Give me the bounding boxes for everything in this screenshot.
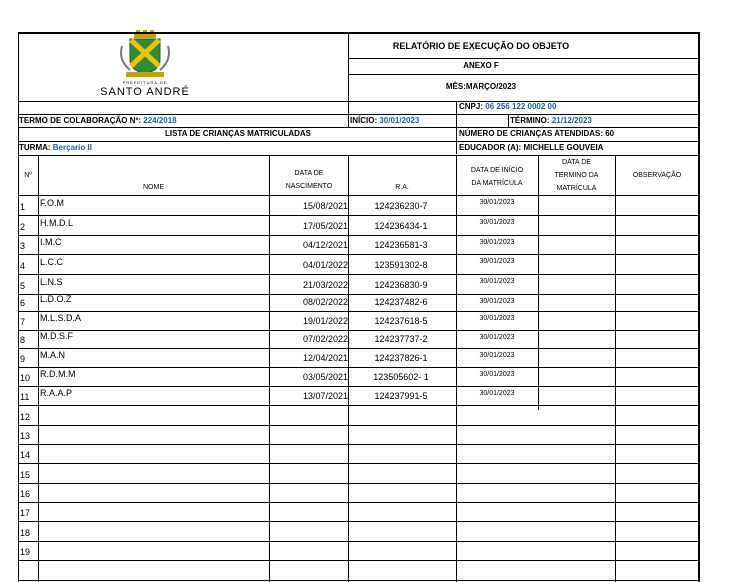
cnpj-label: CNPJ:: [459, 102, 484, 111]
start-value: 30/01/2023: [379, 116, 420, 125]
cnpj-field: [459, 103, 556, 111]
enrollment-start: 30/01/2023: [479, 298, 515, 305]
table-row: [18, 444, 699, 463]
table-row: [18, 195, 699, 215]
table-row: [18, 348, 699, 367]
student-ra: 123505602- 1: [373, 372, 429, 382]
start-label: INÍCIO:: [350, 116, 378, 125]
birth-date: 04/12/2021: [302, 240, 348, 250]
student-ra: 124236434-1: [374, 221, 428, 231]
table-row: [18, 541, 699, 560]
student-name: F.O.M: [40, 198, 64, 208]
city-logo: [100, 30, 190, 98]
end-label: TÉRMINO:: [510, 116, 550, 125]
enrollment-start: 30/01/2023: [479, 278, 515, 285]
row-number: 10: [20, 373, 31, 383]
birth-date: 19/01/2022: [302, 316, 348, 326]
row-number: 16: [20, 489, 31, 499]
student-name: R.D.M.M: [40, 369, 76, 379]
grid-line: [348, 74, 698, 75]
row-number: 11: [20, 392, 30, 402]
grid-line: [18, 155, 699, 156]
student-ra: 124237737-2: [374, 334, 428, 344]
row-number: 6: [20, 298, 26, 308]
student-name: L.C.C: [40, 257, 64, 267]
table-row: [18, 274, 699, 294]
table-row: [18, 463, 699, 483]
cnpj-value: 06 256 122 0002 00: [485, 102, 557, 111]
row-number: 4: [20, 261, 26, 271]
col-obs-header: OBSERVAÇÃO: [632, 172, 682, 179]
term-label: TERMO DE COLABORAÇÃO Nº:: [19, 116, 142, 125]
grid-line: [18, 580, 699, 581]
student-name: R.A.A.P: [40, 388, 73, 398]
enrollment-start: 30/01/2023: [479, 371, 515, 378]
student-ra: 124237618-5: [374, 316, 428, 326]
enrollment-start: 30/01/2023: [479, 315, 515, 322]
row-number: 2: [20, 222, 26, 232]
grid-line: [508, 114, 509, 128]
row-number: 12: [20, 412, 31, 422]
student-ra: 124236830-9: [374, 280, 428, 290]
student-ra: 124236230-7: [374, 201, 428, 211]
row-number: 8: [20, 335, 26, 345]
enrollment-start: 30/01/2023: [479, 352, 515, 359]
table-row: [18, 425, 699, 444]
row-number: 19: [20, 547, 31, 557]
table-row: [18, 483, 699, 502]
row-number: 1: [20, 202, 26, 212]
grid-line: [18, 560, 699, 561]
grid-line: [348, 58, 698, 59]
logo-city-name: SANTO ANDRÉ: [100, 86, 190, 98]
student-name: L.N.S: [40, 277, 63, 287]
row-number: 18: [20, 528, 31, 538]
col-end-header-1: DATA DE: [562, 159, 591, 166]
col-end-header-2: TERMINO DA: [554, 172, 599, 179]
col-birth-header-2: NASCIMENTO: [285, 183, 333, 190]
grid-line: [348, 114, 349, 128]
table-row: [18, 330, 699, 348]
table-row: [18, 405, 699, 425]
table-row: [18, 215, 699, 235]
enrollment-start: 30/01/2023: [479, 239, 515, 246]
student-ra: 124236581-3: [374, 240, 428, 250]
col-birth-header-1: DATA DE: [294, 170, 324, 177]
grid-line: [18, 114, 699, 115]
grid-line: [18, 101, 699, 102]
children-served: NÚMERO DE CRIANÇAS ATENDIDAS: 60: [459, 129, 615, 138]
class-field: [19, 144, 92, 152]
table-row: [18, 311, 699, 330]
class-label: TURMA:: [19, 143, 51, 152]
class-value: Berçario II: [52, 143, 92, 152]
annex-label: ANEXO F: [463, 61, 499, 70]
enrollment-start: 30/01/2023: [479, 199, 515, 206]
row-number: 15: [20, 470, 31, 480]
table-row: [18, 502, 699, 521]
end-field: [510, 117, 592, 125]
enrollment-start: 30/01/2023: [479, 390, 515, 397]
student-name: L.D.O.Z: [40, 294, 72, 304]
table-row: [18, 294, 699, 311]
row-number: 5: [20, 281, 26, 291]
col-end-header-3: MATRÍCULA: [556, 185, 597, 192]
coat-of-arms-icon: [100, 30, 190, 80]
student-name: M.A.N: [40, 350, 66, 360]
row-number: 17: [20, 508, 31, 518]
col-num-header: Nº: [24, 172, 32, 179]
student-ra: 124237826-1: [374, 353, 428, 363]
birth-date: 13/07/2021: [302, 391, 348, 401]
table-row: [18, 521, 699, 541]
col-ra-header: R.A.: [395, 184, 409, 191]
row-number: 3: [20, 241, 26, 251]
enrollment-start: 30/01/2023: [479, 334, 515, 341]
logo-subtitle: PREFEITURA DE: [122, 80, 168, 85]
birth-date: 15/08/2021: [302, 201, 348, 211]
educator-label: EDUCADOR (A): MICHELLE GOUVEIA: [459, 143, 604, 152]
term-field: [19, 117, 177, 125]
student-ra: 123591302-8: [374, 260, 428, 270]
grid-line: [18, 32, 699, 34]
grid-line: [18, 141, 699, 142]
row-number: 14: [20, 450, 31, 460]
student-name: M.L.S.D.A: [40, 313, 82, 323]
table-row: [18, 254, 699, 274]
col-start-header-1: DATA DE INÍCIO: [470, 167, 524, 174]
col-start-header-2: DA MATRÍCULA: [471, 180, 523, 187]
end-value: 21/12/2023: [551, 116, 592, 125]
table-row: [18, 235, 699, 254]
birth-date: 04/01/2022: [302, 260, 348, 270]
student-name: H.M.D.L: [40, 218, 74, 228]
birth-date: 12/04/2021: [302, 353, 348, 363]
term-value: 224/2018: [143, 116, 177, 125]
table-row: [18, 386, 699, 405]
birth-date: 03/05/2021: [302, 372, 348, 382]
grid-line: [18, 127, 699, 128]
row-number: 9: [20, 354, 26, 364]
student-ra: 124237991-5: [374, 391, 428, 401]
row-number: 13: [20, 431, 31, 441]
list-title: LISTA DE CRIANÇAS MATRICULADAS: [164, 129, 312, 138]
birth-date: 21/03/2022: [302, 280, 348, 290]
table-row: [18, 367, 699, 386]
birth-date: 08/02/2022: [302, 297, 348, 307]
enrollment-start: 30/01/2023: [479, 219, 515, 226]
enrollment-start: 30/01/2023: [479, 258, 515, 265]
start-field: [350, 117, 419, 125]
birth-date: 17/05/2021: [302, 221, 348, 231]
report-title: RELATÓRIO DE EXECUÇÃO DO OBJETO: [392, 41, 570, 51]
birth-date: 07/02/2022: [302, 334, 348, 344]
report-month: MÊS:MARÇO/2023: [445, 82, 517, 91]
student-ra: 124237482-6: [374, 297, 428, 307]
student-name: I.M.C: [40, 237, 62, 247]
row-number: 7: [20, 317, 26, 327]
col-name-header: NOME: [143, 184, 164, 191]
student-name: M.D.S.F: [40, 331, 73, 341]
